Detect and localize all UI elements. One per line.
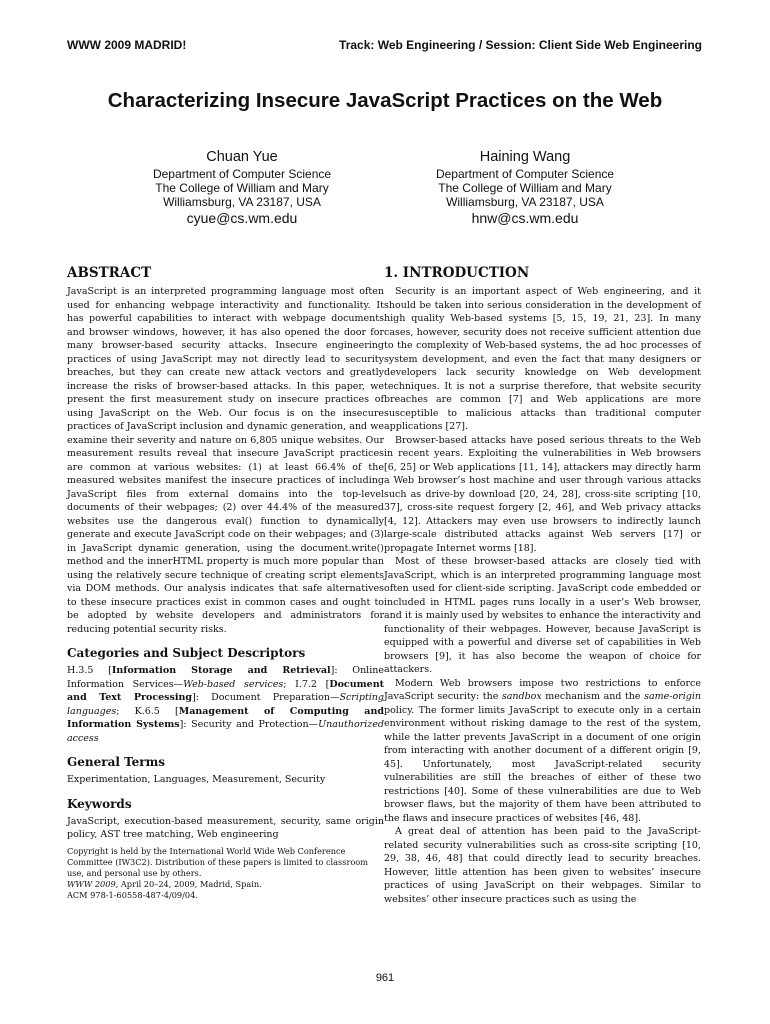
keywords-heading: Keywords xyxy=(67,796,132,811)
author-department: Department of Computer Science xyxy=(152,167,332,181)
keywords-text: JavaScript, execution-based measurement, security, same origin policy, AST tree matching, Web engineering xyxy=(67,815,384,840)
author-name: Chuan Yue xyxy=(206,149,278,165)
author-address: Williamsburg, VA 23187, USA xyxy=(163,195,321,209)
intro-paragraph: A great deal of attention has been paid to the JavaScript-related security vulnerabilities such as cross-site scripting [10, 29, 38, 46, 48] that could directly lead to security breaches. However, little attention has been given to websites’ insecure practices of using JavaScript on their webpages. Similar to websites’ other insecure practices such as using the xyxy=(384,826,701,905)
author-email: cyue@cs.wm.edu xyxy=(186,210,298,226)
general-terms-heading: General Terms xyxy=(67,755,166,769)
abstract-text: JavaScript is an interpreted programming language most often used for enhancing webpage interactivity and functionality. It has powerful capabilities to interact with webpage documents and browser windows, however, it has also opened the door for many browser-based security attacks. Insecure engineering practices of using JavaScript may not directly lead to security breaches, but they can create new attack vectors and greatly increase the risks of browser-based attacks. In this paper, we present the first measurement study on insecure practices of using JavaScript on the Web. Our focus is on the insecure practices of JavaScript inclusion and dynamic generation, and we examine their severity and nature on 6,805 unique websites. Our measurement results reveal that insecure JavaScript practices are common at various websites: (1) at least 66.4% of the measured websites manifest the insecure practices of including JavaScript files from external domains into the top-level documents of their webpages; (2) over 44.4% of the measured websites use the dangerous eval() function to dynamically generate and execute JavaScript code on their webpages; and (3) in JavaScript dynamic generation, using the document.write() method and the innerHTML property is much more popular than using the relatively secure technique of creating script elements via DOM methods. Our analysis indicates that safe alternatives to these insecure practices exist in common cases and ought to be adopted by website developers and administrators for reducing potential security risks. xyxy=(67,286,384,635)
running-header-left: WWW 2009 MADRID! xyxy=(67,38,187,52)
author-organization: The College of William and Mary xyxy=(155,181,329,195)
left-column xyxy=(67,264,384,901)
copyright-notice: Copyright is held by the International World Wide Web Conference Committee (IW3C2). Distribution of these papers is limited to classroom use, and personal use by others. WWW 2009, April 20–24, 2009, Madrid, Spain. ACM 978-1-60558-487-4/09/04. xyxy=(67,845,368,900)
introduction-heading: 1. INTRODUCTION xyxy=(384,265,530,281)
categories-heading: Categories and Subject Descriptors xyxy=(67,646,306,660)
author-address: Williamsburg, VA 23187, USA xyxy=(446,195,604,209)
intro-paragraph: Browser-based attacks have posed serious threats to the Web in recent years. Exploiting the vulnerabilities in Web browsers [6, 25] or Web applications [11, 14], attackers may directly harm a Web browser’s host machine and user through various attacks such as drive-by download [20, 24, 28], cross-site scripting [10, 37], cross-site request forgery [2, 46], and Web privacy attacks [4, 12]. Attackers may even use browsers to indirectly launch large-scale distributed attacks against Web servers [17] or propagate Internet worms [18]. xyxy=(384,434,701,554)
general-terms-text: Experimentation, Languages, Measurement, Security xyxy=(67,774,326,785)
intro-paragraph: Modern Web browsers impose two restrictions to enforce JavaScript security: the sandbox mechanism and the same-origin policy. The former limits JavaScript to execute only in a certain environment without risking damage to the rest of the system, while the latter prevents JavaScript in a document of one origin from interacting with another document of a different origin [9, 45]. Unfortunately, most JavaScript-related security vulnerabilities are still the breaches of either of these two restrictions [40]. Some of these vulnerabilities are due to Web browser flaws, but the majority of them have been attributed to the flaws and insecure practices of websites [46, 48]. xyxy=(384,677,701,824)
intro-paragraph: Most of these browser-based attacks are closely tied with JavaScript, which is an interpreted programming language most often used for client-side scripting. JavaScript code embedded or included in HTML pages runs locally in a user’s Web browser, and it is mainly used by websites to enhance the interactivity and functionality of their webpages. However, because JavaScript is equipped with a powerful and diverse set of capabilities in Web browsers [9], it has also become the weapon of choice for attackers. xyxy=(384,556,701,675)
running-header-right: Track: Web Engineering / Session: Client Side Web Engineering xyxy=(339,38,702,52)
right-column xyxy=(384,264,701,906)
author-block-1 xyxy=(77,148,407,227)
categories-text: H.3.5 [Information Storage and Retrieval]: Online Information Services—Web-based services; I.7.2 [Document and Text Processing]: Document Preparation—Scripting languages; K.6.5 [Management of Computing and Information Systems]: Security and Protection—Unauthorized access xyxy=(67,665,385,744)
abstract-heading: ABSTRACT xyxy=(67,265,152,281)
author-department: Department of Computer Science xyxy=(435,167,615,181)
page-number: 961 xyxy=(375,972,395,984)
paper-title: Characterizing Insecure JavaScript Practices on the Web xyxy=(107,89,663,112)
author-organization: The College of William and Mary xyxy=(438,181,612,195)
author-block-2 xyxy=(360,148,690,227)
author-email: hnw@cs.wm.edu xyxy=(471,210,579,226)
intro-paragraph: Security is an important aspect of Web engineering, and it should be taken into serious consideration in the development of high quality Web-based systems [5, 15, 19, 21, 23]. In many cases, however, security does not receive sufficient attention due to the complexity of Web-based systems, the ad hoc processes of system development, and even the fact that many designers or developers lack security knowledge on Web development techniques. It is not a surprise therefore, that website security breaches are common [7] and Web applications are more susceptible to malicious attacks than traditional computer applications [27]. xyxy=(384,286,701,432)
author-name: Haining Wang xyxy=(479,149,571,165)
